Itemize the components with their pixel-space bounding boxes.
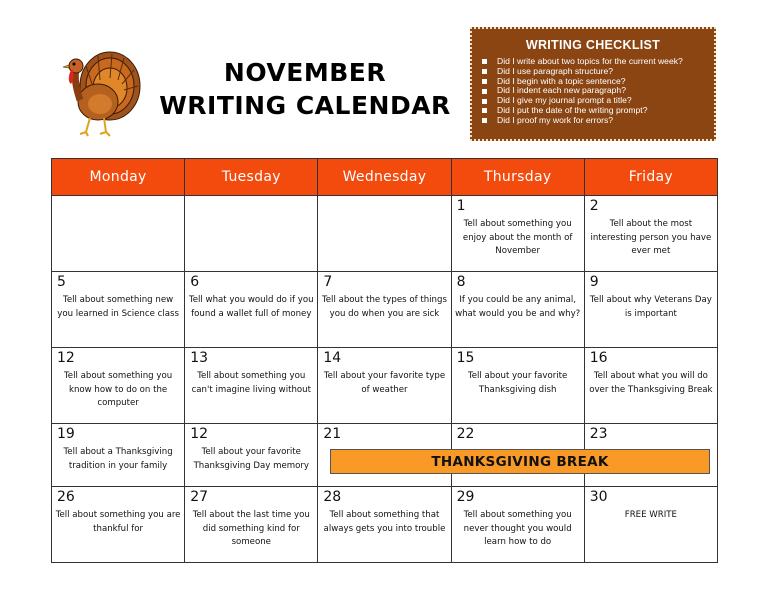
day-number: 21 [323, 426, 342, 442]
day-prompt: Tell about something you know how to do on the computer [64, 371, 173, 408]
day-number [185, 196, 317, 216]
checklist-item-text: Did I write about two topics for the current week? [497, 56, 683, 66]
day-cell [451, 348, 584, 424]
day-prompt: Tell about what you will do over the Thanksgiving Break [589, 371, 713, 395]
day-cell [52, 487, 185, 563]
day-cell [318, 272, 451, 348]
day-prompt: Tell what you would do if you found a wallet full of money [188, 295, 314, 319]
day-prompt: If you could be any animal, what would you be and why? [455, 295, 581, 319]
turkey-icon [52, 44, 148, 140]
day-cell [52, 196, 185, 272]
day-prompt: Tell about something you never thought you would learn how to do [463, 510, 572, 547]
day-number [52, 196, 184, 216]
day-number: 9 [589, 274, 599, 290]
day-number [318, 196, 450, 216]
weekday-header: Wednesday [318, 159, 451, 196]
day-number: 30 [589, 489, 608, 505]
bullet-icon [482, 108, 487, 113]
day-number: 15 [456, 350, 475, 366]
day-number: 6 [190, 274, 200, 290]
day-cell [318, 196, 451, 272]
day-number: 12 [190, 426, 209, 442]
day-number: 13 [190, 350, 209, 366]
day-prompt [452, 444, 584, 446]
day-cell [52, 348, 185, 424]
weekday-header: Tuesday [185, 159, 318, 196]
checklist-item [482, 116, 714, 126]
day-cell [584, 487, 717, 563]
day-number: 16 [589, 350, 608, 366]
day-cell [185, 348, 318, 424]
day-prompt: Tell about the types of things you do when you are sick [321, 295, 447, 319]
bullet-icon [482, 118, 487, 123]
day-cell [318, 348, 451, 424]
day-cell [451, 272, 584, 348]
day-prompt [318, 216, 450, 218]
day-number: 8 [456, 274, 466, 290]
day-prompt [185, 216, 317, 218]
day-prompt: Tell about a Thanksgiving tradition in your family [63, 447, 173, 471]
writing-checklist [470, 27, 716, 141]
bullet-icon [482, 99, 487, 104]
week-row [52, 196, 718, 272]
day-number: 14 [323, 350, 342, 366]
title-line-1: NOVEMBER [223, 58, 387, 87]
checklist-item-text: Did I indent each new paragraph? [497, 85, 626, 96]
day-prompt: Tell about the last time you did something kind for someone [192, 510, 310, 547]
weekday-header: Thursday [451, 159, 584, 196]
day-prompt: Tell about something you are thankful for [55, 510, 181, 534]
day-cell [584, 272, 717, 348]
day-prompt: Tell about your favorite Thanksgiving Day memory [193, 447, 309, 471]
weekday-header-row [52, 159, 718, 196]
bullet-icon [482, 89, 487, 94]
day-prompt: Tell about something you enjoy about the month of November [462, 219, 573, 256]
day-cell [52, 272, 185, 348]
day-number: 7 [323, 274, 333, 290]
day-number: 22 [456, 426, 475, 442]
day-cell [185, 487, 318, 563]
day-number: 1 [456, 198, 466, 214]
day-prompt: Tell about your favorite type of weather [323, 371, 446, 395]
day-prompt [585, 444, 717, 446]
week-row [52, 487, 718, 563]
day-cell [584, 348, 717, 424]
bullet-icon [482, 69, 487, 74]
day-cell [52, 424, 185, 487]
day-number: 26 [57, 489, 75, 505]
day-number: 28 [323, 489, 342, 505]
calendar-grid [51, 158, 718, 563]
day-number: 29 [456, 489, 475, 505]
day-cell [584, 196, 717, 272]
day-prompt: Tell about why Veterans Day is important [589, 295, 712, 319]
weekday-header: Friday [584, 159, 717, 196]
checklist-item-text: Did I put the date of the writing prompt? [497, 104, 648, 115]
day-prompt [52, 216, 184, 218]
day-cell [451, 196, 584, 272]
bullet-icon [482, 59, 487, 64]
thanksgiving-break-banner: THANKSGIVING BREAK [330, 449, 710, 474]
day-prompt: Tell about your favorite Thanksgiving dish [467, 371, 568, 395]
day-cell [185, 196, 318, 272]
weekday-header: Monday [52, 159, 185, 196]
day-number: 23 [589, 426, 608, 442]
day-prompt: Tell about something that always gets you into trouble [323, 510, 446, 534]
day-prompt: Tell about the most interesting person you have ever met [590, 219, 712, 256]
day-cell [318, 487, 451, 563]
day-number: 12 [57, 350, 75, 366]
day-number: 5 [57, 274, 66, 290]
day-cell [451, 487, 584, 563]
day-prompt [318, 444, 450, 446]
day-prompt: Tell about something new you learned in Science class [57, 295, 179, 319]
checklist-item-text: Did I use paragraph structure? [497, 65, 614, 76]
checklist-heading: WRITING CHECKLIST [525, 38, 661, 52]
day-number: 19 [57, 426, 75, 442]
day-cell [185, 424, 318, 487]
page-title [150, 56, 460, 122]
checklist-list [472, 57, 714, 126]
day-number: 27 [190, 489, 209, 505]
checklist-item-text: Did I begin with a topic sentence? [497, 75, 626, 86]
day-cell [185, 272, 318, 348]
day-prompt: Tell about something you can't imagine living without [191, 371, 311, 395]
checklist-item-text: Did I proof my work for errors? [497, 114, 614, 125]
week-row [52, 272, 718, 348]
day-prompt: FREE WRITE [624, 510, 677, 520]
day-number: 2 [589, 198, 599, 214]
week-row [52, 348, 718, 424]
title-line-2: WRITING CALENDAR [159, 91, 451, 120]
bullet-icon [482, 79, 487, 84]
checklist-item-text: Did I give my journal prompt a title? [497, 95, 632, 106]
